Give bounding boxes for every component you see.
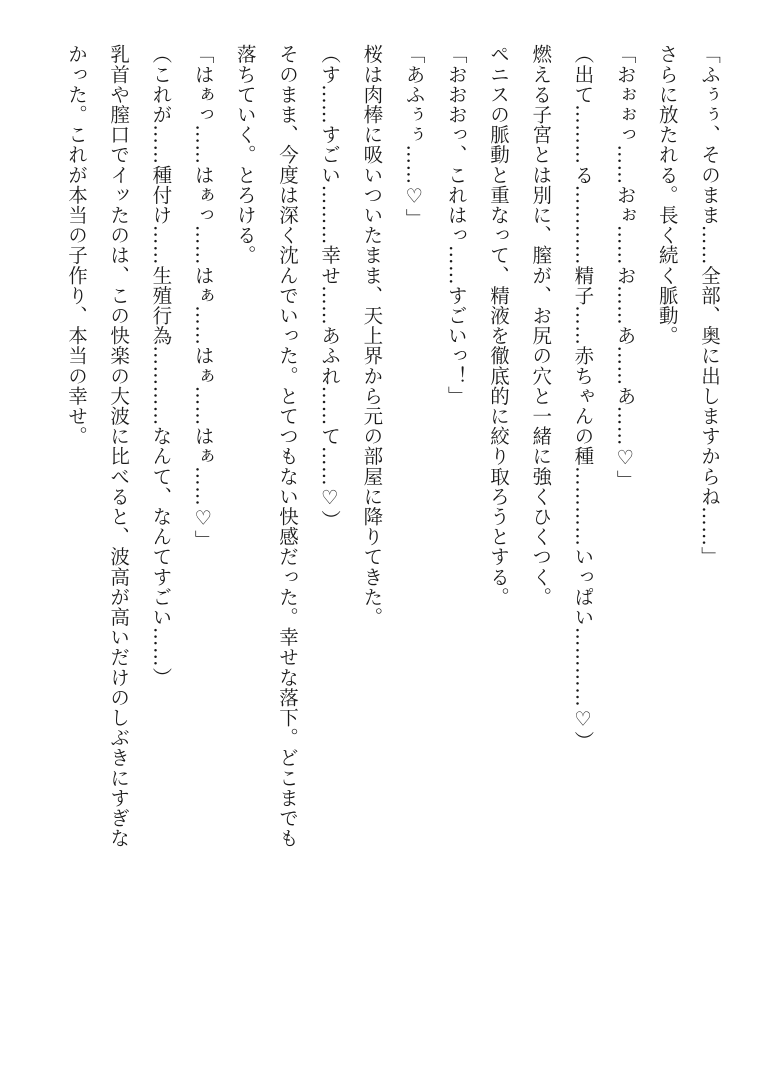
text-line: 桜は肉棒に吸いついたまま、天上界から元の部屋に降りてきた。: [360, 44, 384, 627]
text-line: 落ちていく。とろける。: [233, 44, 257, 266]
text-line: 燃える子宮とは別に、膣が、お尻の穴と一緒に強くひくつく。: [529, 44, 553, 607]
text-line: ペニスの脈動と重なって、精液を徹底的に絞り取ろうとする。: [486, 44, 510, 607]
text-line: 「あふぅぅ……♡」: [402, 44, 426, 229]
text-line: さらに放たれる。長く続く脈動。: [655, 44, 679, 346]
text-line: 「おおおっ、これはっ……すごいっ！」: [444, 44, 468, 406]
text-line: （これが……種付け……生殖行為…………なんて、なんてすごい……）: [149, 44, 173, 688]
text-line: （す……すごい………幸せ……あふれ……て……♡）: [318, 44, 342, 530]
vertical-text-body: [55, 44, 730, 1054]
text-line: 「ふぅぅ、そのまま……全部、奥に出しますからね……」: [698, 44, 721, 567]
text-line: かった。これが本当の子作り、本当の幸せ。: [64, 44, 88, 446]
text-line: 乳首や膣口でイッたのは、この快楽の大波に比べると、波高が高いだけのしぶきにすぎな: [107, 44, 131, 848]
text-line: 「はぁっ……はぁっ……はぁ……はぁ……はぁ……♡」: [191, 44, 215, 550]
text-line: （出て………る…………精子……赤ちゃんの種…………いっぱい…………♡）: [571, 44, 595, 751]
text-line: そのまま、今度は深く沈んでいった。とてつもない快感だった。幸せな落下。どこまでも: [275, 44, 299, 848]
text-line: 「おぉぉっ……おぉ……お……あ……あ……♡」: [613, 44, 637, 490]
